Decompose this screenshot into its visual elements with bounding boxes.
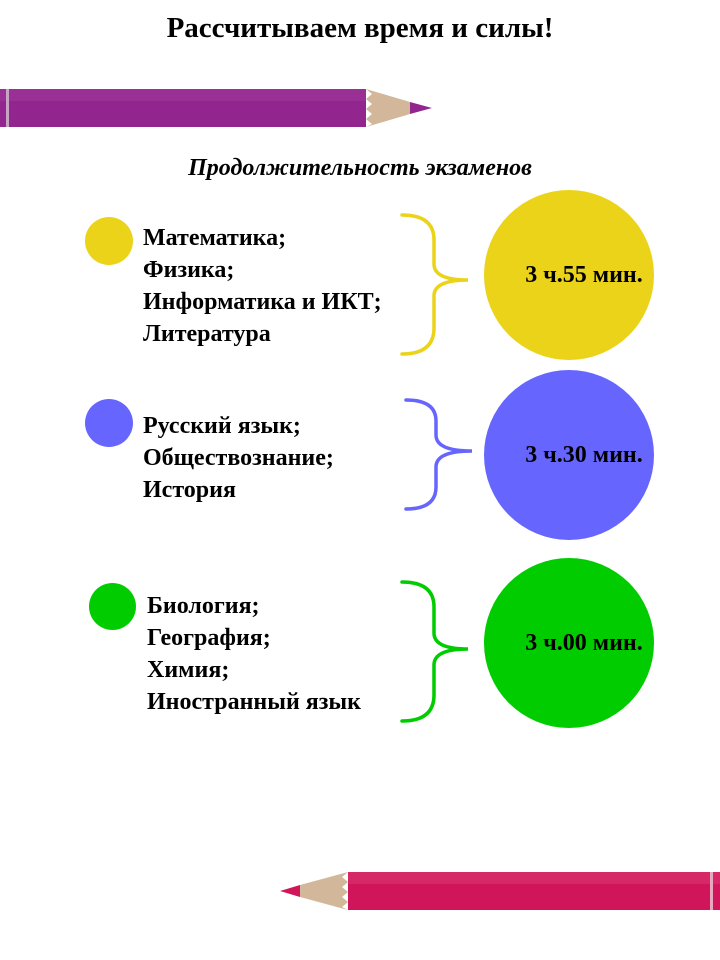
duration-label: 3 ч.00 мин. (525, 629, 643, 656)
duration-circle (484, 370, 654, 540)
duration-label: 3 ч.55 мин. (525, 261, 643, 288)
subject-item: География; (147, 625, 271, 651)
green-brace-icon (398, 577, 478, 727)
subject-item: Физика; (143, 257, 235, 283)
duration-label: 3 ч.30 мин. (525, 441, 643, 468)
subject-item: Обществознание; (143, 445, 334, 471)
subject-list (147, 590, 361, 718)
duration-circle (484, 190, 654, 360)
pink-pencil-icon (280, 871, 720, 911)
yellow-brace-icon (398, 210, 478, 360)
subject-list (143, 222, 382, 350)
yellow-dot-icon (85, 217, 133, 265)
subject-item: История (143, 477, 236, 503)
blue-brace-icon (402, 395, 482, 515)
duration-circle (484, 558, 654, 728)
subject-list (143, 410, 334, 506)
subject-item: Информатика и ИКТ; (143, 289, 382, 315)
purple-pencil-icon (0, 88, 435, 128)
subject-item: Русский язык; (143, 413, 301, 439)
green-dot-icon (89, 583, 136, 630)
blue-dot-icon (85, 399, 133, 447)
subject-item: Биология; (147, 593, 260, 619)
subtitle: Продолжительность экзаменов (188, 155, 532, 181)
page-title: Рассчитываем время и силы! (166, 12, 554, 44)
subject-item: Химия; (147, 657, 230, 683)
subject-item: Иностранный язык (147, 689, 361, 715)
subject-item: Литература (143, 321, 271, 347)
subject-item: Математика; (143, 225, 287, 251)
